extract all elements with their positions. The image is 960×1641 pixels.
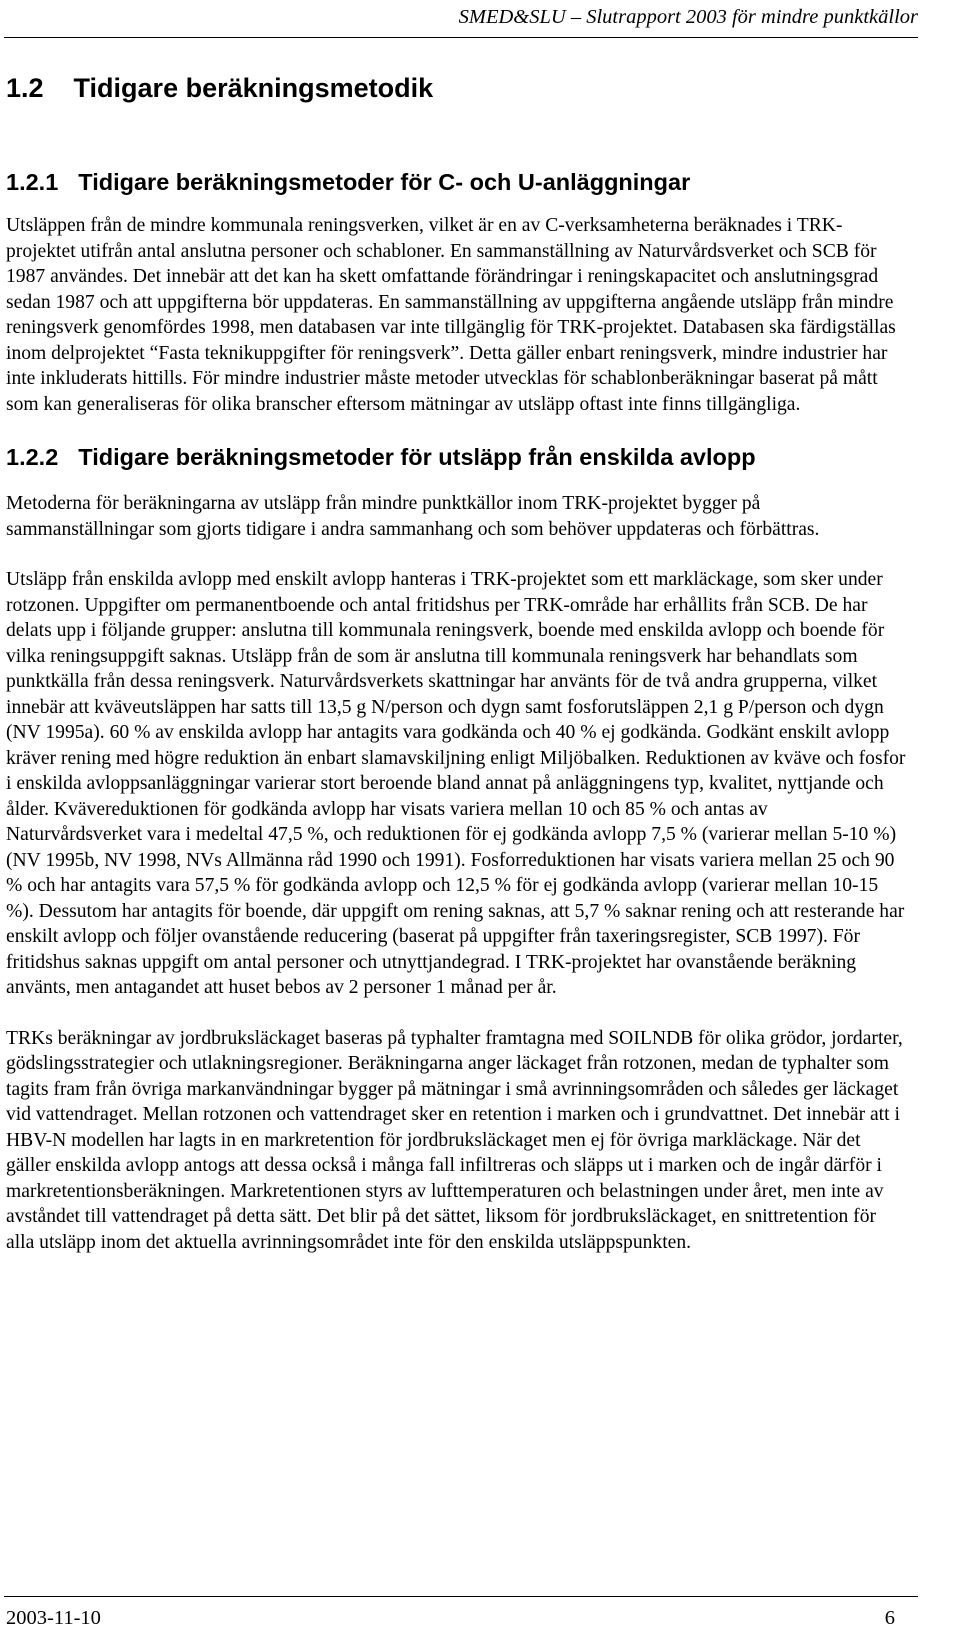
running-header: SMED&SLU – Slutrapport 2003 för mindre punktkällor — [458, 6, 918, 28]
subsection-number: 1.2.1 — [6, 169, 59, 195]
paragraph: Metoderna för beräkningarna av utsläpp från mindre punktkällor inom TRK-projektet bygger på sammanställningar som gjorts tidigare i andra sammanhang och som behöver uppdateras och förbättras. — [6, 493, 820, 540]
document-body — [6, 70, 906, 1255]
footer-rule — [4, 1596, 918, 1597]
header-rule — [4, 37, 918, 38]
subsection-heading-1-2-2 — [6, 441, 906, 473]
subsection-title: Tidigare beräkningsmetoder för C- och U-anläggningar — [78, 169, 691, 195]
paragraph: Utsläpp från enskilda avlopp med enskilt avlopp hanteras i TRK-projektet som ett markläckage, som sker under rotzonen. Uppgifter om permanentboende och antal fritidshus per TRK-område har erhållits från SCB. De har delats upp i följande grupper: anslutna till kommunala reningsverk, boende med enskilda avlopp och boende för vilka reningsuppgift saknas. Utsläpp från de som är anslutna till kommunala reningsverk har behandlats som punktkälla från dessa reningsverk. Naturvårdsverkets skattningar har använts för de två andra grupperna, vilket innebär att kväveutsläppen har satts till 13,5 g N/person och dygn samt fosforutsläppen 2,1 g P/person och dygn (NV 1995a). 60 % av enskilda avlopp har antagits vara godkända och 40 % ej godkända. Godkänt enskilt avlopp kräver rening med högre reduktion än enbart slamavskiljning enligt Miljöbalken. Reduktionen av kväve och fosfor i enskilda avloppsanläggningar varierar stort beroende bland annat på anläggningens typ, kvalitet, nyttjande och ålder. Kvävereduktionen för godkända avlopp har visats variera mellan 10 och 85 % och antas av Naturvårdsverket vara i medeltal 47,5 %, och reduktionen för ej godkända avlopp 7,5 % (varierar mellan 5-10 %)(NV 1995b, NV 1998, NVs Allmänna råd 1990 och 1991). Fosforreduktionen har visats variera mellan 25 och 90 % och har antagits vara 57,5 % för godkända avlopp och 12,5 % för ej godkända avlopp (varierar mellan 10-15 %). Dessutom har antagits för boende, där uppgift om rening saknas, att 5,7 % saknar rening och att resterande har enskilt avlopp och följer ovanstående reducering (baserat på uppgifter från taxeringsregister, SCB 1997). För fritidshus saknas uppgift om antal personer och utnyttjandegrad. I TRK-projektet har ovanstående beräkning använts, men antagandet att huset bebos av 2 personer 1 månad per år. — [6, 569, 906, 998]
section-heading — [6, 70, 906, 106]
section-title: Tidigare beräkningsmetodik — [73, 73, 434, 103]
footer-date: 2003-11-10 — [6, 1607, 101, 1629]
subsection-title: Tidigare beräkningsmetoder för utsläpp från enskilda avlopp — [78, 444, 756, 470]
subsection-number: 1.2.2 — [6, 444, 59, 470]
paragraph: Utsläppen från de mindre kommunala reningsverken, vilket är en av C-verksamheterna beräknades i TRK-projektet utifrån antal anslutna personer och schabloner. En sammanställning av Naturvårdsverket och SCB för 1987 användes. Det innebär att det kan ha skett omfattande förändringar i reningskapacitet och anslutningsgrad sedan 1987 och att uppgifterna bör uppdateras. En sammanställning av uppgifterna angående utsläpp från mindre reningsverk genomfördes 1998, men databasen var inte tillgänglig för TRK-projektet. Databasen ska färdigställas inom delprojektet “Fasta teknikuppgifter för reningsverk”. Detta gäller enbart reningsverk, mindre industrier har inte inkluderats hittills. För mindre industrier måste metoder utvecklas för schablonberäkningar baserat på mått som kan generaliseras för olika branscher eftersom mätningar av utsläpp oftast inte finns tillgängliga. — [6, 215, 896, 415]
paragraph: TRKs beräkningar av jordbruksläckaget baseras på typhalter framtagna med SOILNDB för olika grödor, jordarter, gödslingsstrategier och utlakningsregioner. Beräkningarna anger läckaget från rotzonen, medan de typhalter som tagits fram från övriga markanvändningar bygger på mätningar i små avrinningsområden och således ger läckaget vid vattendraget. Mellan rotzonen och vattendraget sker en retention i marken och i grundvattnet. Det innebär att i HBV-N modellen har lagts in en markretention för jordbruksläckaget men ej för övriga markläckage. När det gäller enskilda avlopp antogs att dessa också i många fall infiltreras och släpps ut i marken och de ingår därför i markretentionsberäkningen. Markretentionen styrs av lufttemperaturen och belastningen under året, men inte av avståndet till vattendraget på detta sätt. Det blir på det sättet, liksom för jordbruksläckaget, en snittretention för alla utsläpp inom det aktuella avrinningsområdet inte för den enskilda utsläppspunkten. — [6, 1027, 903, 1253]
subsection-heading-1-2-1 — [6, 166, 906, 198]
page-number: 6 — [884, 1607, 895, 1629]
section-number: 1.2 — [6, 73, 44, 103]
